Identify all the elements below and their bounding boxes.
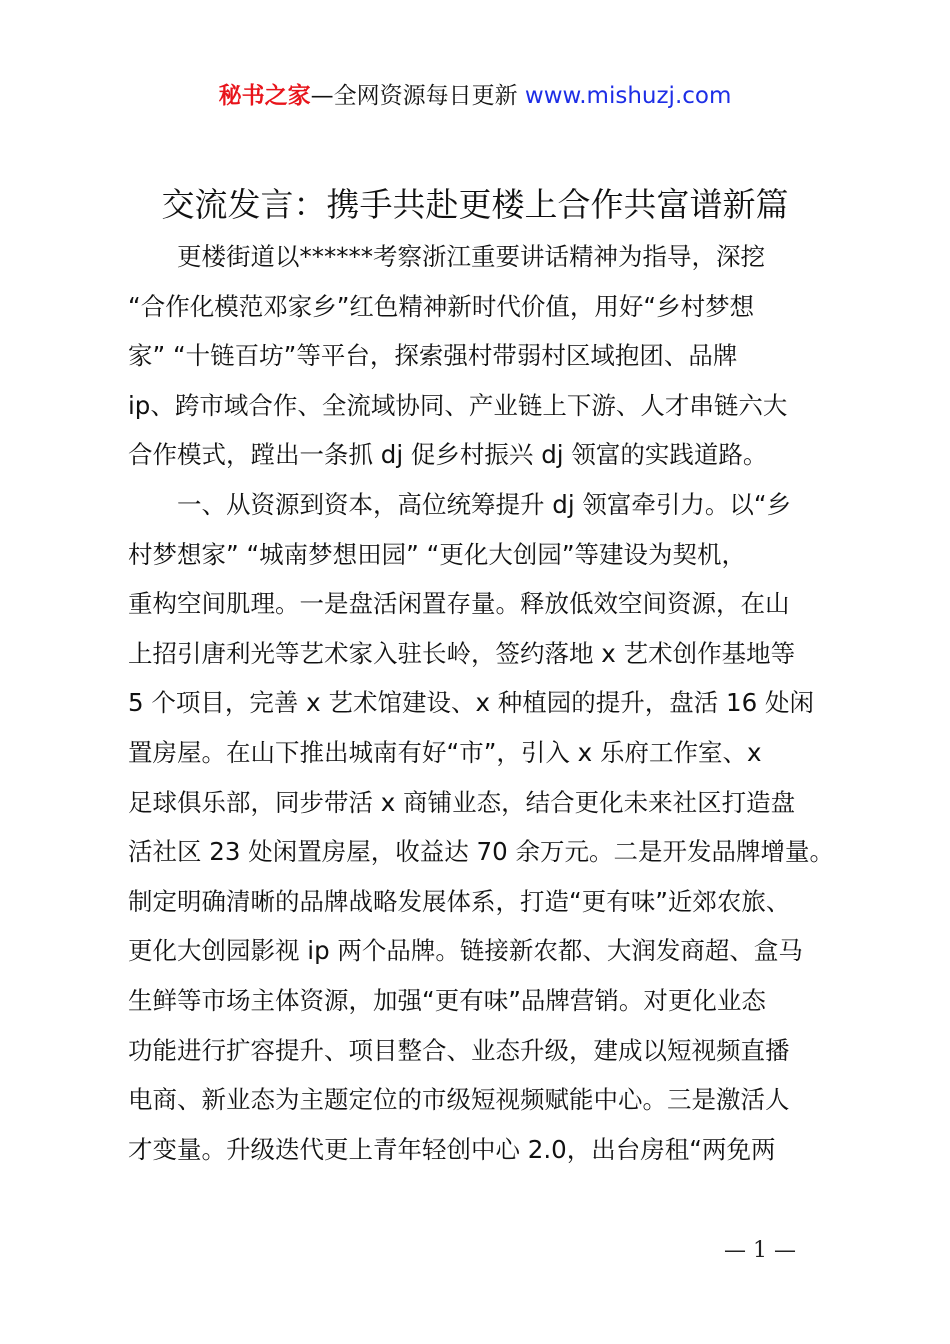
site-url-link[interactable]: www.mishuzj.com (524, 83, 732, 109)
text-line: “合作化模范邓家乡”红色精神新时代价值，用好“乡村梦想 (128, 291, 755, 321)
text-line: 5 个项目，完善 x 艺术馆建设、x 种植园的提升，盘活 16 处闲 (128, 688, 814, 718)
text-line: 才变量。升级迭代更上青年轻创中心 2.0，出台房租“两免两 (128, 1134, 776, 1164)
text-line: 功能进行扩容提升、项目整合、业态升级，建成以短视频直播 (128, 1035, 790, 1065)
text-line: 生鲜等市场主体资源，加强“更有味”品牌营销。对更化业态 (128, 985, 766, 1015)
text-line: 活社区 23 处闲置房屋，收益达 70 余万元。二是开发品牌增量。 (128, 837, 834, 867)
text-line: 制定明确清晰的品牌战略发展体系，打造“更有味”近郊农旅、 (128, 886, 791, 916)
text-line: 更化大创园影视 ip 两个品牌。链接新农都、大润发商超、盒马 (128, 936, 803, 966)
site-tagline: —全网资源每日更新 (310, 83, 525, 109)
text-line: ip、跨市域合作、全流域协同、产业链上下游、人才串链六大 (128, 390, 788, 420)
text-line: 村梦想家” “城南梦想田园” “更化大创园”等建设为契机， (128, 539, 747, 569)
text-line: 上招引唐利光等艺术家入驻长岭，签约落地 x 艺术创作基地等 (128, 638, 796, 668)
text-line: 置房屋。在山下推出城南有好“市”，引入 x 乐府工作室、x (128, 737, 762, 767)
site-header (0, 80, 950, 112)
text-line: 足球俱乐部，同步带活 x 商铺业态，结合更化未来社区打造盘 (128, 787, 796, 817)
text-line: 更楼街道以******考察浙江重要讲话精神为指导，深挖 (177, 242, 765, 271)
text-line: 一、从资源到资本，高位统筹提升 dj 领富牵引力。以“乡 (177, 489, 792, 519)
text-line: 重构空间肌理。一是盘活闲置存量。释放低效空间资源，在山 (128, 589, 790, 619)
text-line: 合作模式，蹚出一条抓 dj 促乡村振兴 dj 领富的实践道路。 (128, 440, 768, 470)
document-body (128, 232, 834, 1174)
document-title: 交流发言：携手共赴更楼上合作共富谱新篇 (161, 185, 789, 224)
page-number: — 1 — (724, 1238, 796, 1263)
site-brand: 秘书之家 (218, 83, 311, 109)
text-line: 家” “十链百坊”等平台，探索强村带弱村区域抱团、品牌 (128, 341, 738, 371)
text-line: 电商、新业态为主题定位的市级短视频赋能中心。三是激活人 (128, 1085, 790, 1115)
